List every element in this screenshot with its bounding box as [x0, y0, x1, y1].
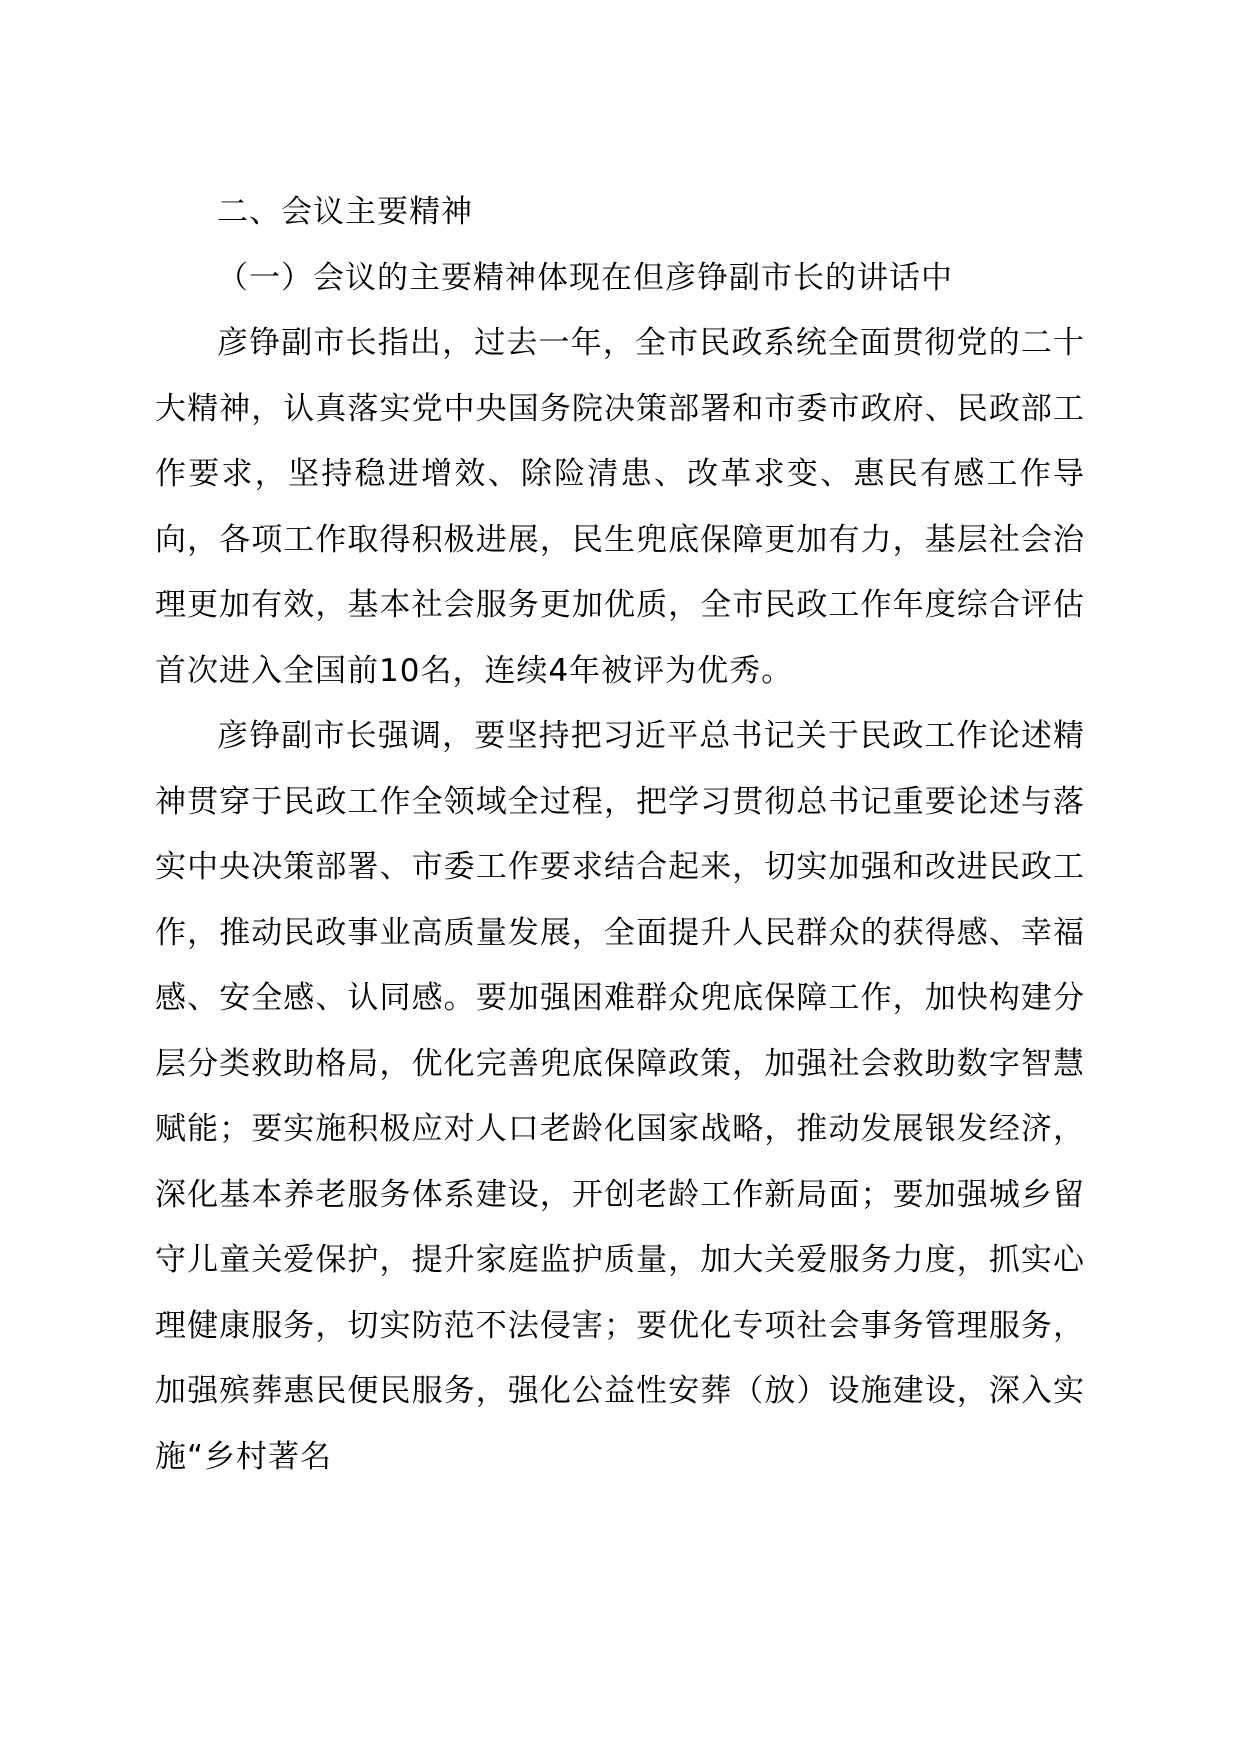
- subsection-heading: （一）会议的主要精神体现在但彦铮副市长的讲话中: [217, 259, 953, 296]
- paragraph-emphasis: 彦铮副市长强调，要坚持把习近平总书记关于民政工作论述精神贯穿于民政工作全领域全过程，把学习贯彻总书记重要论述与落实中央决策部署、市委工作要求结合起来，切实加强和改进民政工作，推动民政事业高质量发展，全面提升人民群众的获得感、幸福感、安全感、认同感。要加强困难群众兜底保障工作，加快构建分层分类救助格局，优化完善兜底保障政策，加强社会救助数字智慧赋能；要实施积极应对人口老龄化国家战略，推动发展银发经济，深化基本养老服务体系建设，开创老龄工作新局面；要加强城乡留守儿童关爱保护，提升家庭监护质量，加大关爱服务力度，抓实心理健康服务，切实防范不法侵害；要优化专项社会事务管理服务，加强殡葬惠民便民服务，强化公益性安葬（放）设施建设，深入实施“乡村著名: [155, 718, 1085, 1475]
- section-heading: 二、会议主要精神: [217, 194, 473, 230]
- paragraph-summary: 彦铮副市长指出，过去一年，全市民政系统全面贯彻党的二十大精神，认真落实党中央国务院决策部署和市委市政府、民政部工作要求，坚持稳进增效、除险清患、改革求变、惠民有感工作导向，各项工作取得积极进展，民生兜底保障更加有力，基层社会治理更加有效，基本社会服务更加优质，全市民政工作年度综合评估首次进入全国前10名，连续4年被评为优秀。: [155, 325, 1085, 689]
- document-body: [155, 180, 1085, 1490]
